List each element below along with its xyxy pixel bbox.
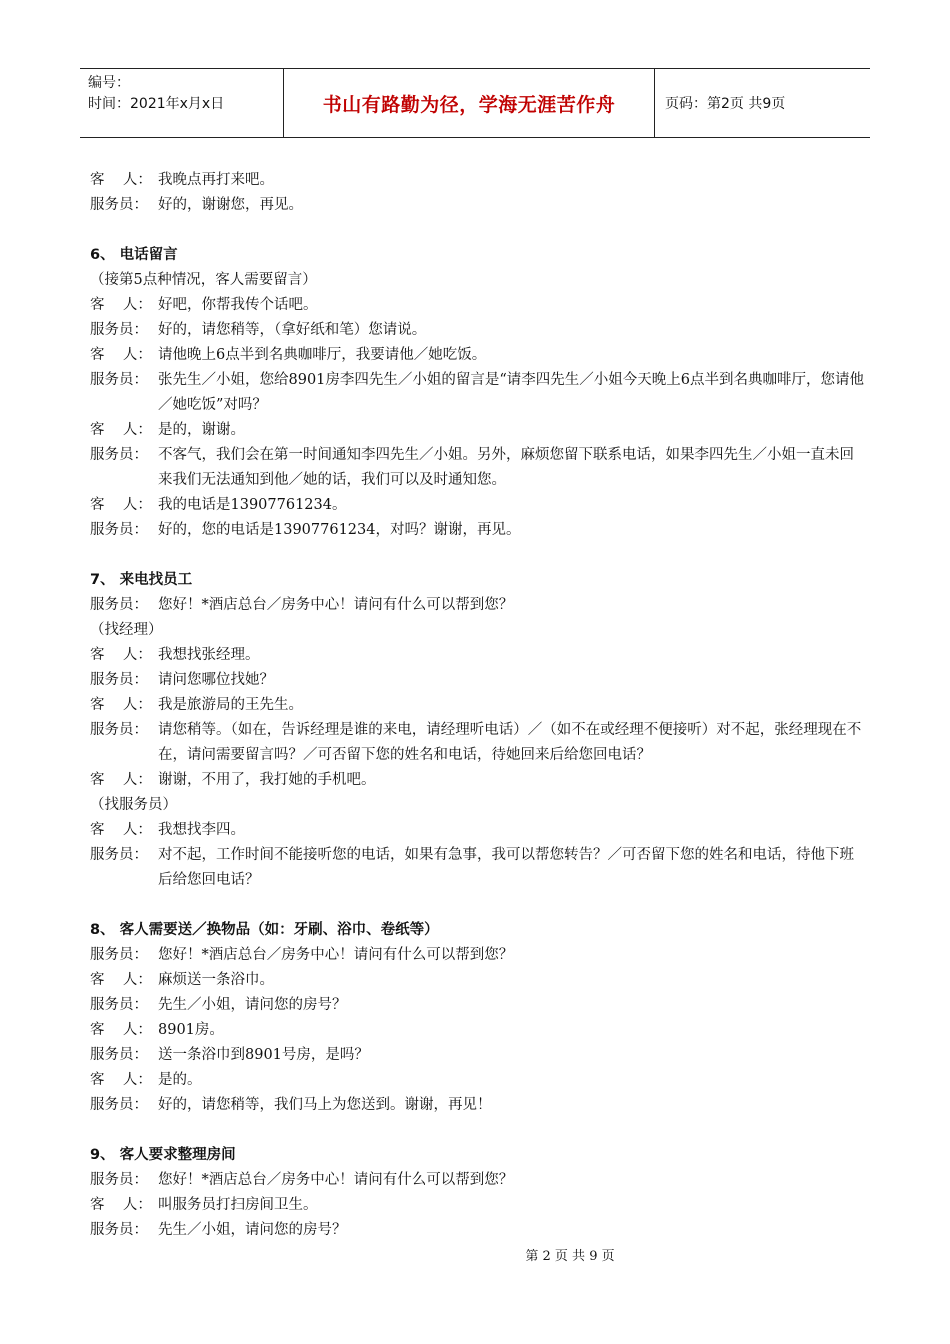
speaker-label: 客 人： (90, 772, 152, 788)
dialogue-text: 先生／小姐，请问您的房号？ (158, 997, 347, 1013)
blank-line (90, 543, 865, 568)
blank-line (90, 893, 865, 918)
dialogue-line (90, 993, 865, 1018)
dialogue-text: 好的，请您稍等，我们马上为您送到。谢谢，再见！ (158, 1097, 492, 1113)
dialogue-line (90, 343, 865, 368)
speaker-label: 客 人： (90, 972, 152, 988)
dialogue-text: 我的电话是13907761234。 (158, 497, 347, 513)
dialogue-text: 我是旅游局的王先生。 (158, 697, 303, 713)
dialogue-text: 先生／小姐，请问您的房号？ (158, 1222, 347, 1238)
speaker-label: 客 人： (90, 497, 152, 513)
dialogue-line (90, 668, 865, 693)
speaker-label: 服务员： (90, 1222, 148, 1238)
dialogue-text: 您好！*酒店总台／房务中心！请问有什么可以帮到您？ (158, 1172, 514, 1188)
document-number-label: 编号： (88, 75, 130, 91)
page-header (80, 68, 870, 138)
header-page-info: 页码：第2页 共9页 (665, 96, 786, 112)
dialogue-line (90, 943, 865, 968)
speaker-label: 服务员： (90, 847, 148, 863)
speaker-label: 服务员： (90, 197, 148, 213)
dialogue-text: 是的，谢谢。 (158, 422, 245, 438)
dialogue-text: 送一条浴巾到8901号房，是吗？ (158, 1047, 369, 1063)
dialogue-text: 好的，请您稍等，（拿好纸和笔）您请说。 (158, 322, 427, 338)
scene-note: （找服务员） (90, 797, 177, 813)
speaker-label: 客 人： (90, 1022, 152, 1038)
dialogue-text: 是的。 (158, 1072, 202, 1088)
dialogue-line (90, 1068, 865, 1093)
speaker-label: 客 人： (90, 422, 152, 438)
dialogue-line (90, 443, 865, 493)
dialogue-line (90, 968, 865, 993)
speaker-label: 服务员： (90, 672, 148, 688)
dialogue-text: 我想找张经理。 (158, 647, 260, 663)
dialogue-line (90, 293, 865, 318)
dialogue-text: 麻烦送一条浴巾。 (158, 972, 274, 988)
document-body (90, 168, 865, 1243)
dialogue-line (90, 818, 865, 843)
scene-note: （找经理） (90, 622, 163, 638)
section-heading: 8、 客人需要送／换物品（如：牙刷、浴巾、卷纸等） (90, 922, 439, 938)
dialogue-text: 叫服务员打扫房间卫生。 (158, 1197, 318, 1213)
speaker-label: 客 人： (90, 697, 152, 713)
dialogue-line (90, 418, 865, 443)
dialogue-text: 请他晚上6点半到名典咖啡厅，我要请他／她吃饭。 (158, 347, 487, 363)
speaker-label: 客 人： (90, 822, 152, 838)
dialogue-line (90, 1043, 865, 1068)
speaker-label: 服务员： (90, 997, 148, 1013)
speaker-label: 服务员： (90, 522, 148, 538)
header-motto: 书山有路勤为径，学海无涯苦作舟 (283, 69, 655, 137)
dialogue-text: 我想找李四。 (158, 822, 245, 838)
blank-line (90, 1118, 865, 1143)
speaker-label: 客 人： (90, 647, 152, 663)
dialogue-text: 不客气，我们会在第一时间通知李四先生／小姐。另外，麻烦您留下联系电话，如果李四先生／小姐一直未回来我们无法通知到他／她的话，我们可以及时通知您。 (158, 447, 854, 488)
dialogue-text: 张先生／小姐，您给8901房李四先生／小姐的留言是“请李四先生／小姐今天晚上6点半到名典咖啡厅，您请他／她吃饭”对吗？ (158, 372, 865, 413)
dialogue-line (90, 1218, 865, 1243)
dialogue-text: 我晚点再打来吧。 (158, 172, 274, 188)
dialogue-line (90, 643, 865, 668)
dialogue-text: 对不起，工作时间不能接听您的电话，如果有急事，我可以帮您转告？／可否留下您的姓名和电话，待他下班后给您回电话？ (158, 847, 854, 888)
dialogue-text: 您好！*酒店总台／房务中心！请问有什么可以帮到您？ (158, 947, 514, 963)
dialogue-text: 好吧，你帮我传个话吧。 (158, 297, 318, 313)
dialogue-text: 好的，您的电话是13907761234，对吗？谢谢，再见。 (158, 522, 521, 538)
scene-note: （接第5点种情况，客人需要留言） (90, 272, 317, 288)
dialogue-text: 请问您哪位找她？ (158, 672, 274, 688)
dialogue-line (90, 593, 865, 618)
dialogue-line (90, 368, 865, 418)
dialogue-line (90, 318, 865, 343)
speaker-label: 客 人： (90, 1197, 152, 1213)
dialogue-line (90, 768, 865, 793)
blank-line (90, 218, 865, 243)
dialogue-line (90, 168, 865, 193)
speaker-label: 服务员： (90, 372, 148, 388)
dialogue-line (90, 693, 865, 718)
document-date: 时间：2021年x月x日 (88, 96, 225, 112)
speaker-label: 服务员： (90, 1047, 148, 1063)
dialogue-line (90, 843, 865, 893)
dialogue-text: 谢谢，不用了，我打她的手机吧。 (158, 772, 376, 788)
speaker-label: 服务员： (90, 947, 148, 963)
speaker-label: 服务员： (90, 1097, 148, 1113)
dialogue-line (90, 1168, 865, 1193)
speaker-label: 客 人： (90, 347, 152, 363)
dialogue-line (90, 493, 865, 518)
dialogue-line (90, 193, 865, 218)
header-meta (80, 69, 283, 137)
speaker-label: 客 人： (90, 1072, 152, 1088)
dialogue-text: 请您稍等。（如在，告诉经理是谁的来电，请经理听电话）／（如不在或经理不便接听）对不起，张经理现在不在，请问需要留言吗？／可否留下您的姓名和电话，待她回来后给您回电话？ (158, 722, 862, 763)
speaker-label: 服务员： (90, 722, 148, 738)
dialogue-line (90, 1093, 865, 1118)
dialogue-line (90, 518, 865, 543)
dialogue-text: 8901房。 (158, 1022, 224, 1038)
dialogue-line (90, 718, 865, 768)
section-heading: 6、 电话留言 (90, 247, 178, 263)
speaker-label: 服务员： (90, 1172, 148, 1188)
page-footer: 第 2 页 共 9 页 (525, 1249, 615, 1264)
dialogue-line (90, 1193, 865, 1218)
speaker-label: 服务员： (90, 322, 148, 338)
dialogue-line (90, 1018, 865, 1043)
speaker-label: 客 人： (90, 172, 152, 188)
speaker-label: 服务员： (90, 447, 148, 463)
section-heading: 9、 客人要求整理房间 (90, 1147, 236, 1163)
speaker-label: 客 人： (90, 297, 152, 313)
dialogue-text: 您好！*酒店总台／房务中心！请问有什么可以帮到您？ (158, 597, 514, 613)
speaker-label: 服务员： (90, 597, 148, 613)
section-heading: 7、 来电找员工 (90, 572, 193, 588)
dialogue-text: 好的，谢谢您，再见。 (158, 197, 303, 213)
